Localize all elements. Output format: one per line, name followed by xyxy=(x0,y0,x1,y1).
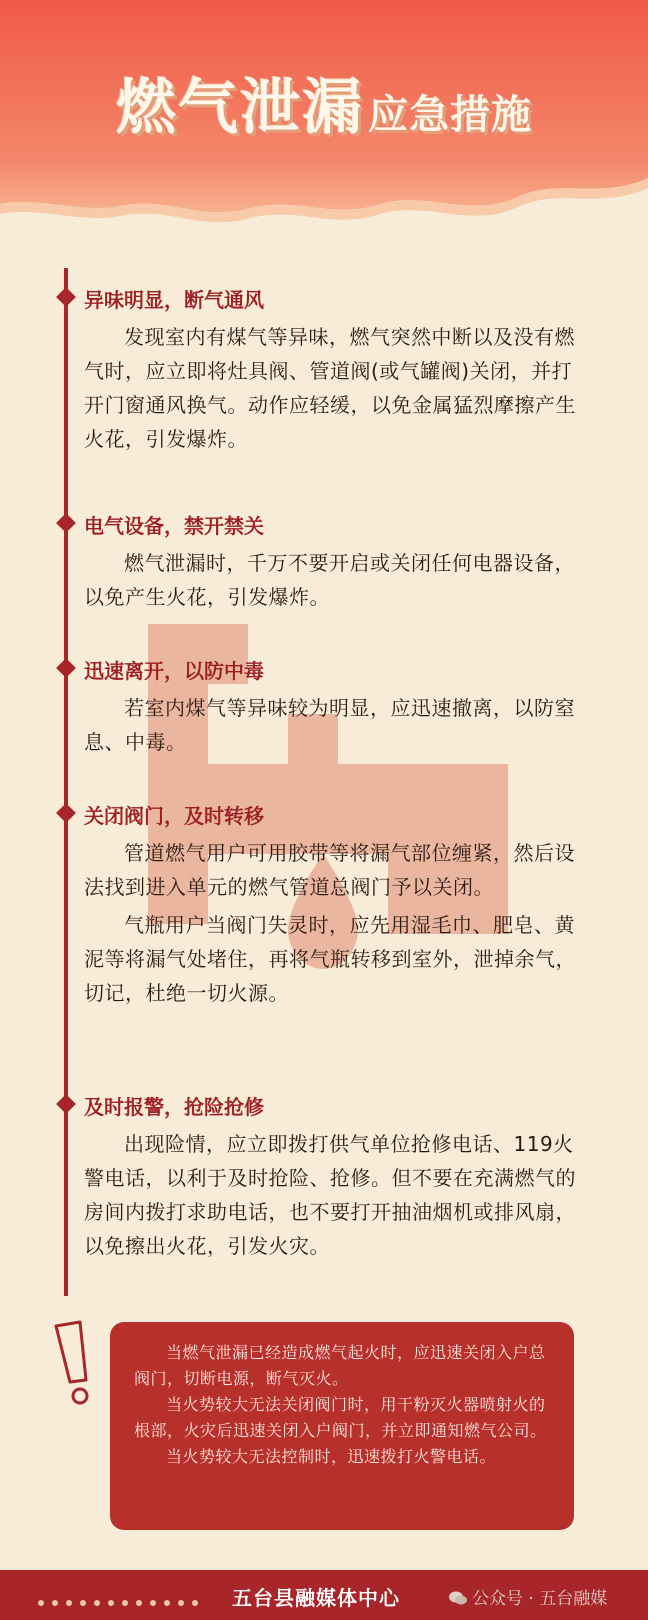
wechat-icon xyxy=(448,1590,468,1606)
footer-organization: 五台县融媒体中心 xyxy=(232,1586,400,1610)
section-body: 若室内煤气等异味较为明显，应迅速撤离，以防窒息、中毒。 xyxy=(84,696,575,754)
section-title: 迅速离开，以防中毒 xyxy=(84,659,264,683)
warning-text: 当火势较大无法控制时，迅速拨打火警电话。 xyxy=(166,1447,497,1466)
page-title xyxy=(0,60,648,146)
title-sub: 应急措施 xyxy=(368,92,532,138)
timeline-marker xyxy=(56,658,76,678)
title-main: 燃气泄漏 xyxy=(116,73,364,143)
exclamation-icon xyxy=(46,1318,102,1408)
section-title: 及时报警，抢险抢修 xyxy=(84,1095,264,1119)
footer-watermark-text: 公众号 · 五台融媒 xyxy=(472,1589,608,1609)
footer-bar xyxy=(0,1570,648,1620)
section-title: 电气设备，禁开禁关 xyxy=(84,514,264,538)
warning-text: 当燃气泄漏已经造成燃气起火时，应迅速关闭入户总阀门，切断电源，断气灭火。 xyxy=(134,1343,546,1388)
footer-dots xyxy=(38,1591,218,1599)
timeline-marker xyxy=(56,287,76,307)
section-electrical xyxy=(84,512,584,614)
section-body: 发现室内有煤气等异味，燃气突然中断以及没有燃气时，应立即将灶具阀、管道阀(或气罐阀)关闭，并打开门窗通风换气。动作应轻缓，以免金属猛烈摩擦产生火花，引发爆炸。 xyxy=(84,325,576,451)
timeline-line xyxy=(64,268,68,1296)
section-report xyxy=(84,1093,584,1263)
section-evacuate xyxy=(84,657,584,759)
section-title: 关闭阀门，及时转移 xyxy=(84,804,264,828)
warning-box xyxy=(110,1322,574,1530)
header-banner xyxy=(0,0,648,240)
timeline-marker xyxy=(56,803,76,823)
timeline-marker xyxy=(56,1094,76,1114)
footer-watermark xyxy=(448,1584,607,1609)
section-title: 异味明显，断气通风 xyxy=(84,288,264,312)
timeline-marker xyxy=(56,513,76,533)
section-close-valve xyxy=(84,802,584,1010)
section-smell-ventilate xyxy=(84,286,584,456)
section-body: 管道燃气用户可用胶带等将漏气部位缠紧，然后设法找到进入单元的燃气管道总阀门予以关闭。 xyxy=(84,841,575,899)
section-body: 气瓶用户当阀门失灵时，应先用湿毛巾、肥皂、黄泥等将漏气处堵住，再将气瓶转移到室外，泄掉余气，切记，杜绝一切火源。 xyxy=(84,913,576,1005)
warning-text: 当火势较大无法关闭阀门时，用干粉灭火器喷射火的根部，火灾后迅速关闭入户阀门，并立即通知燃气公司。 xyxy=(134,1395,547,1440)
section-body: 燃气泄漏时，千万不要开启或关闭任何电器设备，以免产生火花，引发爆炸。 xyxy=(84,551,575,609)
section-body: 出现险情，应立即拨打供气单位抢修电话、119火警电话，以利于及时抢险、抢修。但不要在充满燃气的房间内拨打求助电话，也不要打开抽油烟机或排风扇，以免擦出火花，引发火灾。 xyxy=(84,1132,576,1258)
